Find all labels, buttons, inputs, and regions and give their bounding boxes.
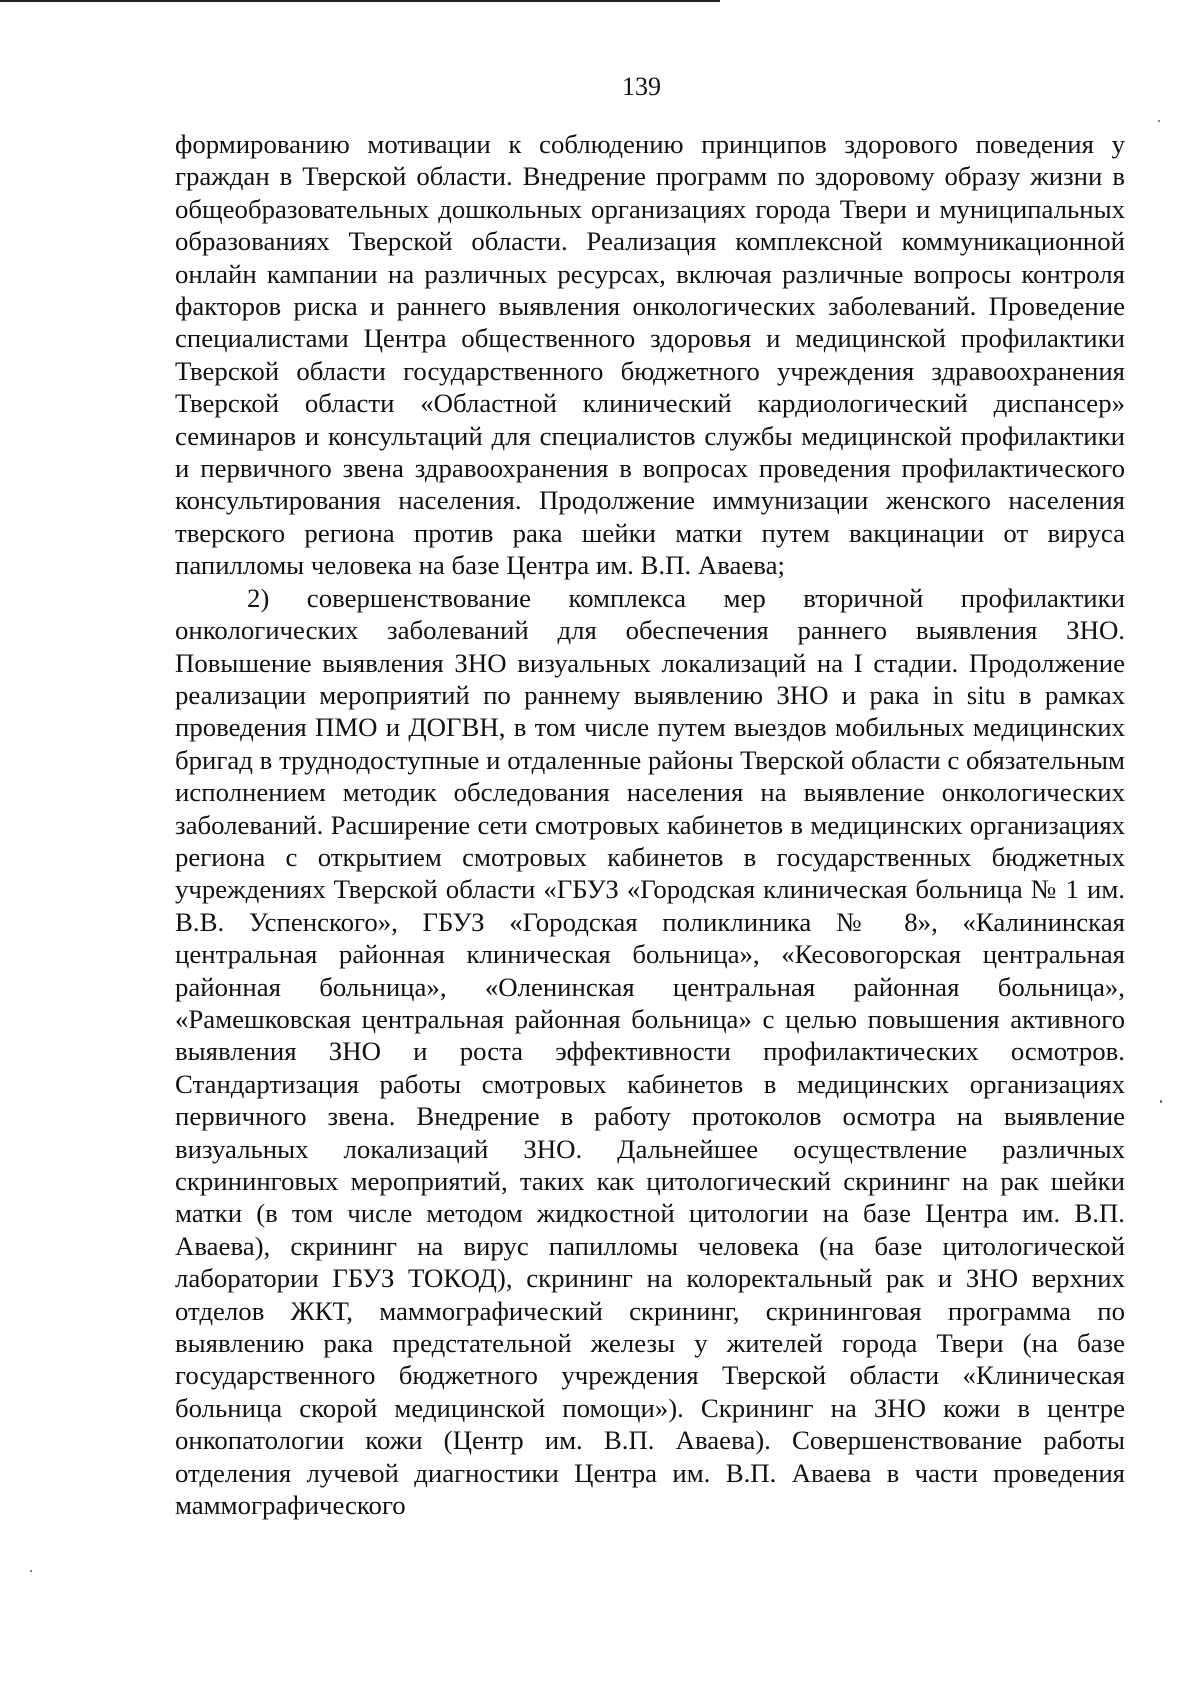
scan-speck — [30, 1570, 32, 1572]
scan-edge-line — [0, 0, 720, 2]
paragraph-item-2: 2) совершенствование комплекса мер вторичной профилактики онкологических заболеваний для обеспечения раннего выявления ЗНО. Повышение выявления ЗНО визуальных локализаций на I стадии. Продолжение реализации мероприятий по раннему выявлению ЗНО и рака in situ в рамках проведения ПМО и ДОГВН, в том числе путем выездов мобильных медицинских бригад в труднодоступные и отдаленные районы Тверской области с обязательным исполнением методик обследования населения на выявление онкологических заболеваний. Расширение сети смотровых кабинетов в медицинских организациях региона с открытием смотровых кабинетов в государственных бюджетных учреждениях Тверской области «ГБУЗ «Городская клиническая больница № 1 им. В.В. Успенского», ГБУЗ «Городская поликлиника № 8», «Калининская центральная районная клиническая больница», «Кесовогорская центральная районная больница», «Оленинская центральная районная больница», «Рамешковская центральная районная больница» с целью повышения активного выявления ЗНО и роста эффективности профилактических осмотров. Стандартизация работы смотровых кабинетов в медицинских организациях первичного звена. Внедрение в работу протоколов осмотра на выявление визуальных локализаций ЗНО. Дальнейшее осуществление различных скрининговых мероприятий, таких как цитологический скрининг на рак шейки матки (в том числе методом жидкостной цитологии на базе Центра им. В.П. Аваева), скрининг на вирус папилломы человека (на базе цитологической лаборатории ГБУЗ ТОКОД), скрининг на колоректальный рак и ЗНО верхних отделов ЖКТ, маммографический скрининг, скрининговая программа по выявлению рака предстательной железы у жителей города Твери (на базе государственного бюджетного учреждения Тверской области «Клиническая больница скорой медицинской помощи»). Скрининг на ЗНО кожи в центре онкопатологии кожи (Центр им. В.П. Аваева). Совершенствование работы отделения лучевой диагностики Центра им. В.П. Аваева в части проведения маммографического — [175, 582, 1125, 1521]
scan-speck — [1160, 1100, 1162, 1103]
document-body — [175, 128, 1125, 1521]
scan-speck — [1158, 120, 1160, 122]
page-number: 139 — [622, 72, 661, 101]
paragraph-continued: формированию мотивации к соблюдению принципов здорового поведения у граждан в Тверской области. Внедрение программ по здоровому образу жизни в общеобразовательных дошкольных организациях города Твери и муниципальных образованиях Тверской области. Реализация комплексной коммуникационной онлайн кампании на различных ресурсах, включая различные вопросы контроля факторов риска и раннего выявления онкологических заболеваний. Проведение специалистами Центра общественного здоровья и медицинской профилактики Тверской области государственного бюджетного учреждения здравоохранения Тверской области «Областной клинический кардиологический диспансер» семинаров и консультаций для специалистов службы медицинской профилактики и первичного звена здравоохранения в вопросах проведения профилактического консультирования населения. Продолжение иммунизации женского населения тверского региона против рака шейки матки путем вакцинации от вируса папилломы человека на базе Центра им. В.П. Аваева; — [175, 129, 1125, 581]
